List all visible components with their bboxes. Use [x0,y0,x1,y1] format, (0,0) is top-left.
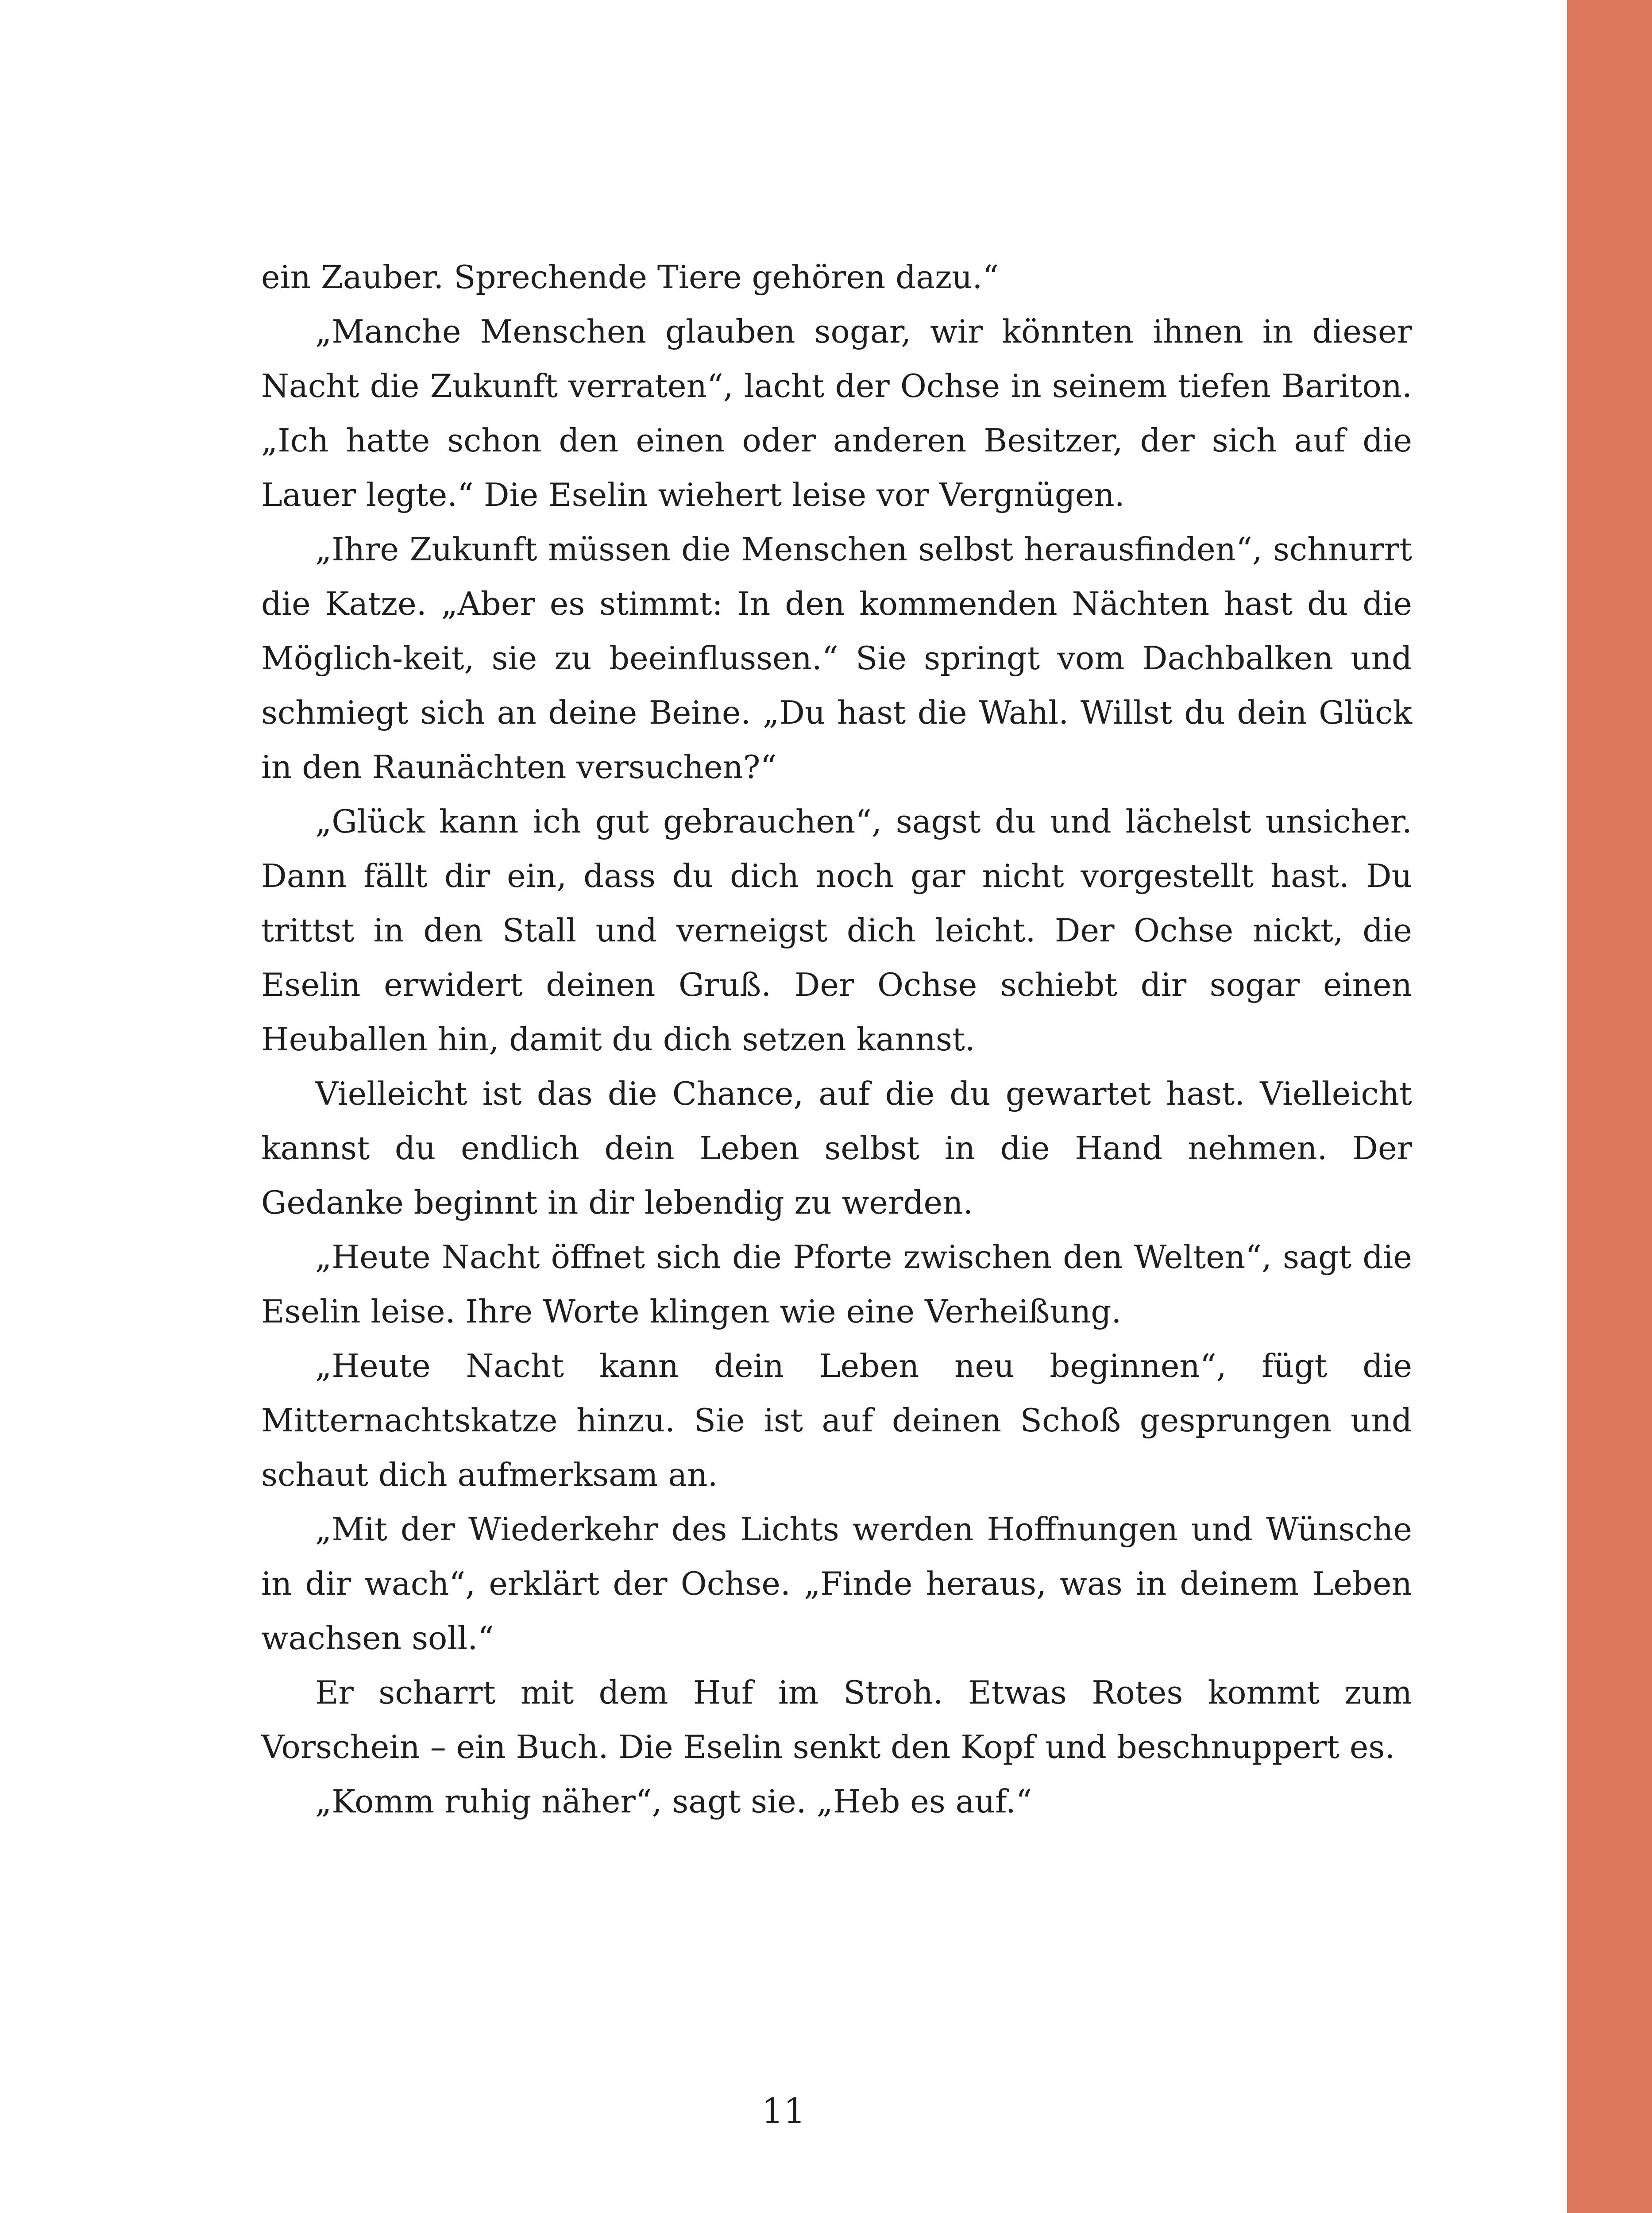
paragraph: Vielleicht ist das die Chance, auf die du gewartet hast. Vielleicht kannst du endlich dein Leben selbst in die Hand nehmen. Der Gedanke beginnt in dir lebendig zu werden. [261,1075,1412,1221]
paragraph: „Glück kann ich gut gebrauchen“, sagst du und lächelst unsicher. Dann fällt dir ein, dass du dich noch gar nicht vorgestellt hast. Du trittst in den Stall und verneigst dich leicht. Der Ochse nickt, die Eselin erwidert deinen Gruß. Der Ochse schiebt dir sogar einen Heuballen hin, damit du dich setzen kannst. [261,803,1412,1058]
paragraph: „Ihre Zukunft müssen die Menschen selbst herausfinden“, schnurrt die Katze. „Aber es stimmt: In den kommenden Nächten hast du die Möglich-keit, sie zu beeinflussen.“ Sie springt vom Dachbalken und schmiegt sich an deine Beine. „Du hast die Wahl. Willst du dein Glück in den Raunächten versuchen?“ [261,531,1412,786]
accent-side-band [1567,0,1652,2213]
paragraph: „Manche Menschen glauben sogar, wir könnten ihnen in dieser Nacht die Zukunft verraten“, lacht der Ochse in seinem tiefen Bariton. „Ich hatte schon den einen oder anderen Besitzer, der sich auf die Lauer legte.“ Die Eselin wiehert leise vor Vergnügen. [261,313,1412,513]
paragraph: „Heute Nacht kann dein Leben neu beginnen“, fügt die Mitternachtskatze hinzu. Sie ist auf deinen Schoß gesprungen und schaut dich aufmerksam an. [261,1347,1412,1493]
paragraph: „Komm ruhig näher“, sagt sie. „Heb es auf.“ [315,1783,1032,1820]
page-number: 11 [761,2091,806,2131]
body-text [261,250,1412,1829]
paragraph: Er scharrt mit dem Huf im Stroh. Etwas Rotes kommt zum Vorschein – ein Buch. Die Eselin senkt den Kopf und beschnuppert es. [261,1674,1412,1766]
paragraph: ein Zauber. Sprechende Tiere gehören dazu.“ [261,258,999,296]
paragraph: „Heute Nacht öffnet sich die Pforte zwischen den Welten“, sagt die Eselin leise. Ihre Worte klingen wie eine Verheißung. [261,1238,1412,1330]
paragraph: „Mit der Wiederkehr des Lichts werden Hoffnungen und Wünsche in dir wach“, erklärt der Ochse. „Finde heraus, was in deinem Leben wachsen soll.“ [261,1511,1412,1657]
